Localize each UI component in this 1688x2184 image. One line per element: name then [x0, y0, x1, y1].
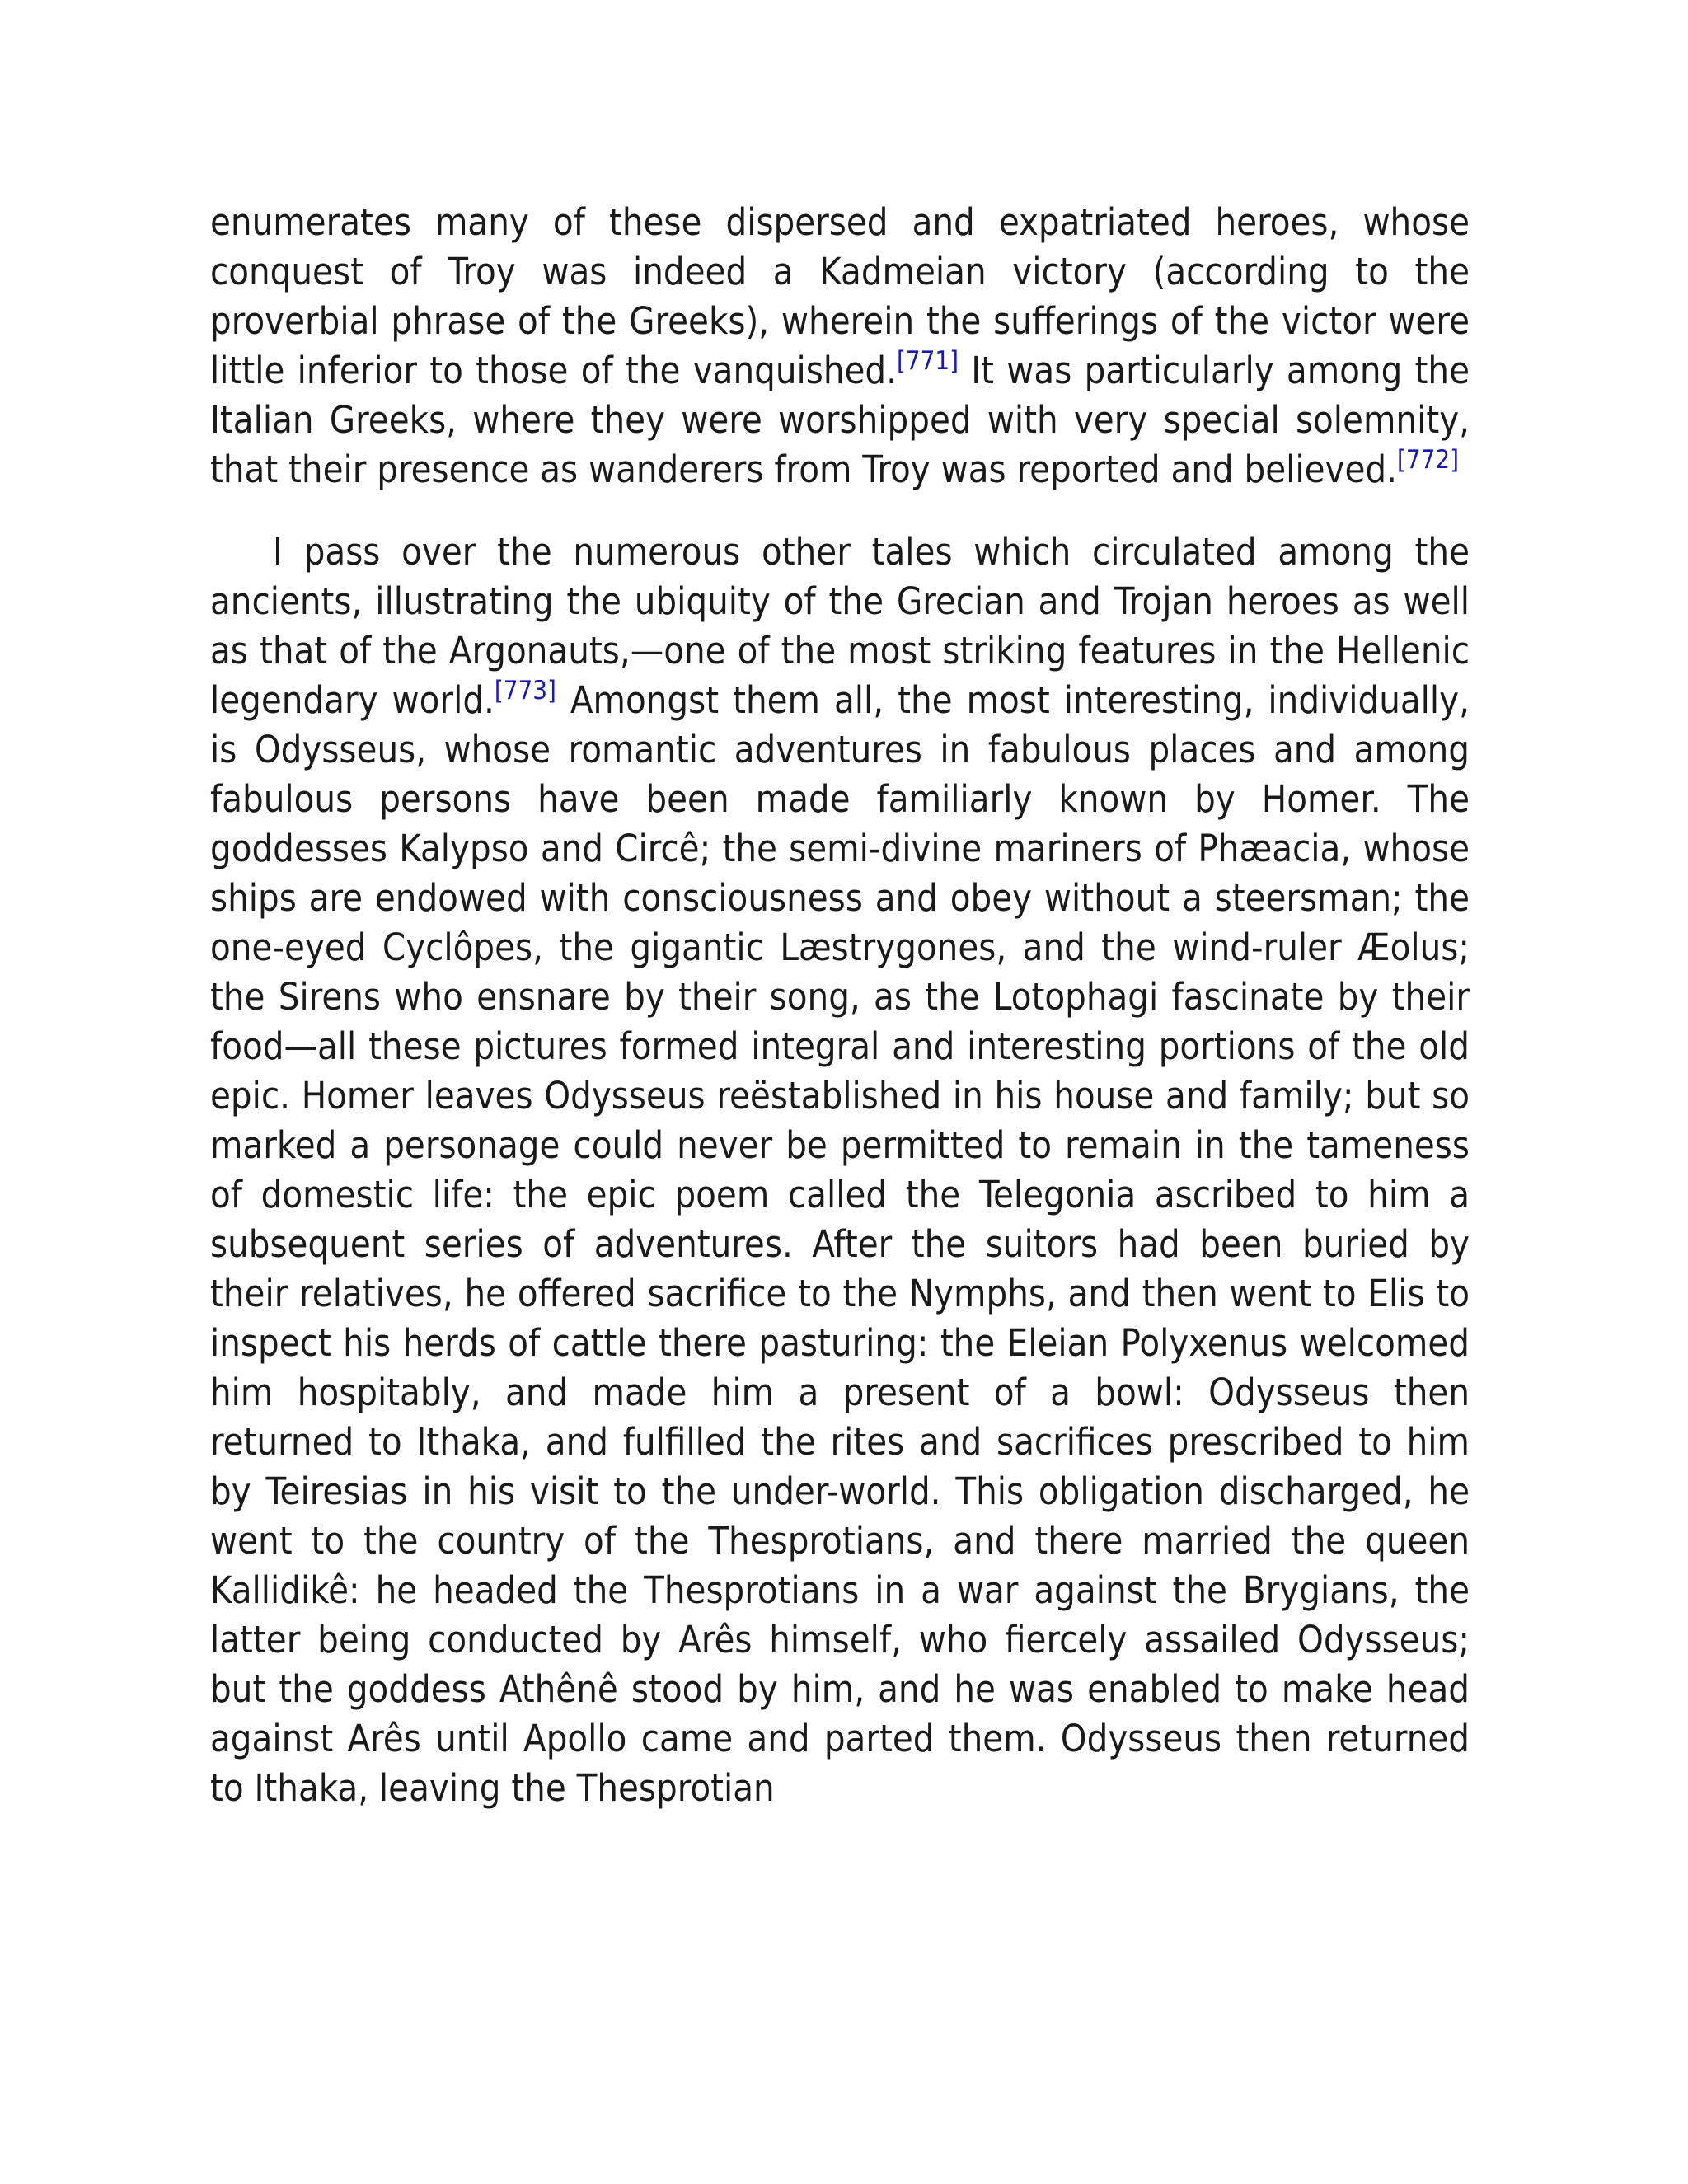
paragraph-text: enumerates many of these dispersed and expatriated heroes, whose conquest of Troy was indeed a Kadmeian victory (according to the proverbial phrase of the Greeks), wherein the sufferings of the victor were little inferior to those of the vanquished. [210, 200, 1470, 392]
document-page [210, 198, 1470, 1846]
paragraph-text: I pass over the numerous other tales which circulated among the ancients, illustrating the ubiquity of the Grecian and Trojan heroes as well as that of the Argonauts,—one of the most striking features in the Hellenic legendary world. [210, 530, 1470, 722]
footnote-link[interactable]: [771] [896, 346, 959, 376]
footnote-link[interactable]: [773] [494, 676, 556, 705]
paragraph [210, 198, 1470, 494]
paragraph-text: Amongst them all, the most interesting, individually, is Odysseus, whose romantic adventures in fabulous places and among fabulous persons have been made familiarly known by Homer. The goddesses Kalypso and Circê; the semi-divine mariners of Phæacia, whose ships are endowed with consciousness and obey without a steersman; the one-eyed Cyclôpes, the gigantic Læstrygones, and the wind-ruler Æolus; the Sirens who ensnare by their song, as the Lotophagi fascinate by their food—all these pictures formed integral and interesting portions of the old epic. Homer leaves Odysseus reëstablished in his house and family; but so marked a personage could never be permitted to remain in the tameness of domestic life: the epic poem called the Telegonia ascribed to him a subsequent series of adventures. After the suitors had been buried by their relatives, he offered sacrifice to the Nymphs, and then went to Elis to inspect his herds of cattle there pasturing: the Eleian Polyxenus welcomed him hospitably, and made him a present of a bowl: Odysseus then returned to Ithaka, and fulfilled the rites and sacrifices prescribed to him by Teiresias in his visit to the under-world. This obligation discharged, he went to the country of the Thesprotians, and there married the queen Kallidikê: he headed the Thesprotians in a war against the Brygians, the latter being conducted by Arês himself, who fiercely assailed Odysseus; but the goddess Athênê stood by him, and he was enabled to make head against Arês until Apollo came and parted them. Odysseus then returned to Ithaka, leaving the Thesprotian [210, 678, 1470, 1810]
footnote-link[interactable]: [772] [1396, 445, 1459, 475]
paragraph [210, 527, 1470, 1813]
paragraph-text: It was particularly among the Italian Greeks, where they were worshipped with very special solemnity, that their presence as wanderers from Troy was reported and believed. [210, 349, 1470, 491]
